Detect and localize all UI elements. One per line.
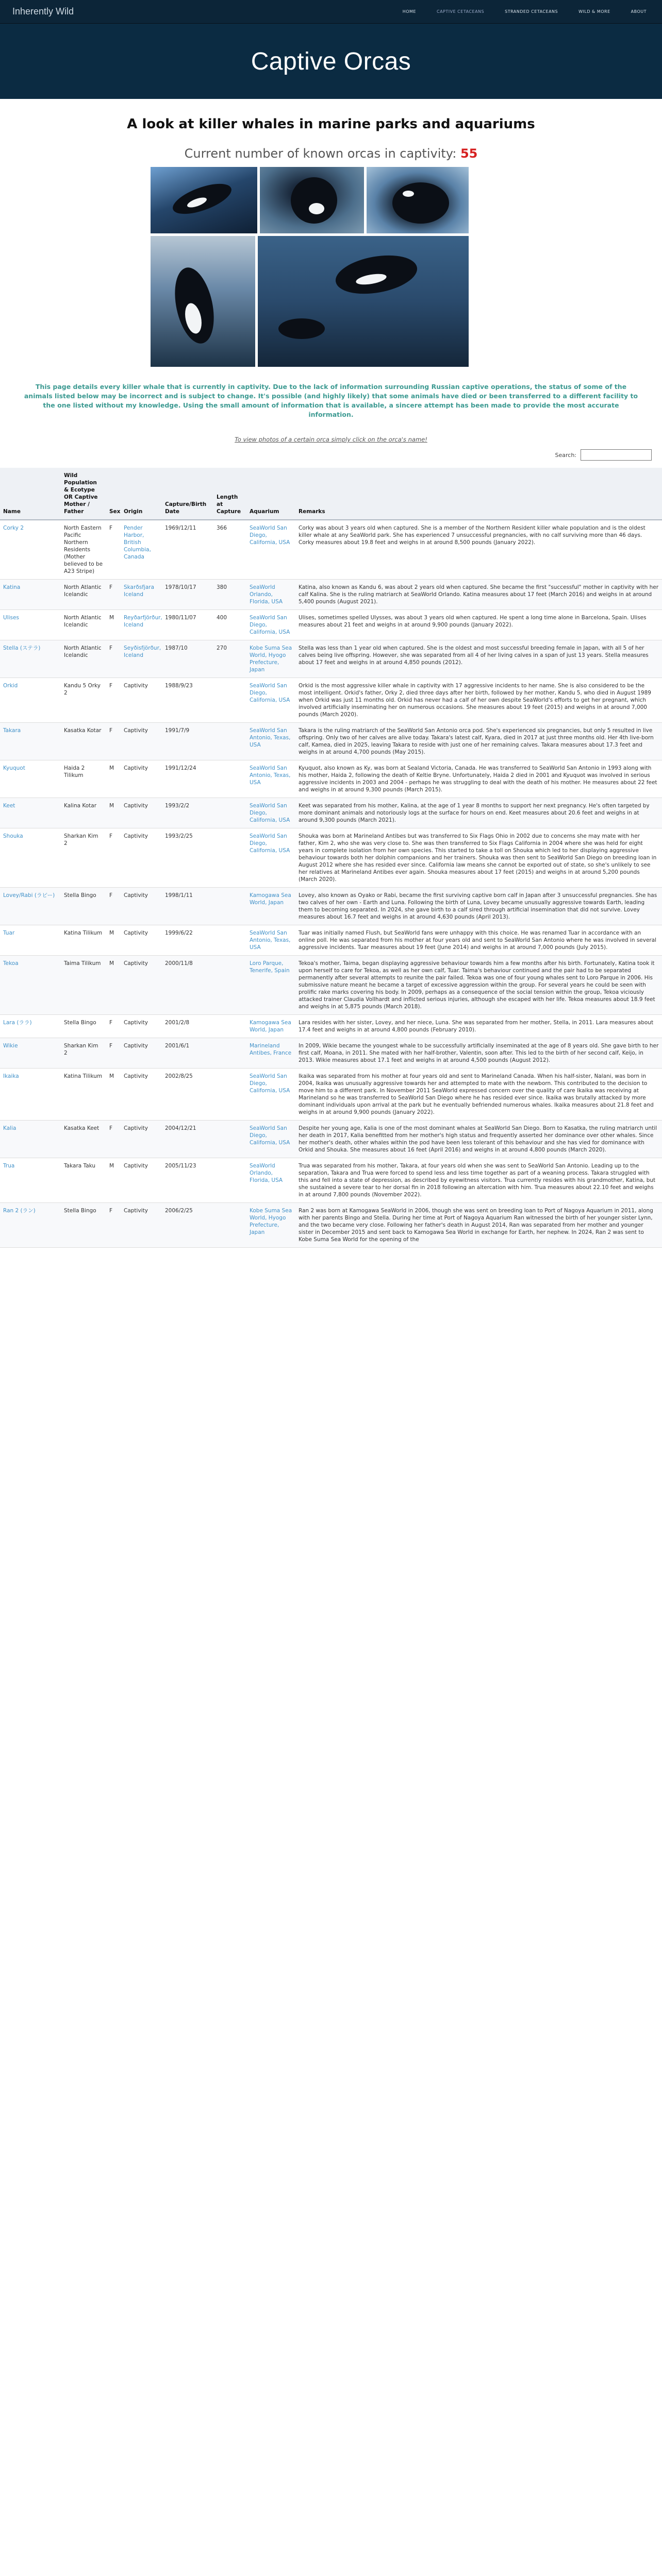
site-logo[interactable]: Inherently Wild [12, 6, 74, 16]
sex-cell: F [106, 1015, 121, 1038]
length-cell [213, 1015, 246, 1038]
nav-item-wild-and-more[interactable]: WILD & MORE [578, 9, 610, 14]
aquarium-link[interactable]: SeaWorld San Diego, California, USA [246, 678, 295, 723]
sex-cell: F [106, 828, 121, 888]
date-cell: 1978/10/17 [162, 580, 213, 610]
column-header-sex[interactable]: Sex [106, 468, 121, 520]
origin-cell: Captivity [121, 678, 162, 723]
gallery-photo-orca-closeup [367, 167, 469, 233]
aquarium-link[interactable]: SeaWorld San Antonio, Texas, USA [246, 723, 295, 760]
length-cell [213, 1121, 246, 1158]
remarks-cell: In 2009, Wikie became the youngest whale to be successfully artificially inseminated at the age of 8 years old. She gave birth to her first calf, Moana, in 2011. She mated with her half-brother, Valentin, soon after. This led to the birth of her second calf, Keijo, in 2013. Wikie measures about 17.1 feet and weighs in at around 4,500 pounds (August 2012). [295, 1038, 662, 1069]
aquarium-link[interactable]: SeaWorld San Diego, California, USA [246, 610, 295, 640]
population-cell: Sharkan Kim 2 [61, 828, 106, 888]
remarks-cell: Stella was less than 1 year old when captured. She is the oldest and most successful breeding female in Japan, with all 5 of her calves being live offspring. However, she was separated from all 4 of her living calves in a span of just 13 years. Stella measures about 17 feet and weighs in at around 4,850 pounds (2012). [295, 640, 662, 678]
remarks-cell: Tuar was initially named Flush, but SeaWorld fans were unhappy with this choice. He was renamed Tuar in accordance with an online poll. He was separated from his mother at four years old and sent to SeaWorld San Antonio where he was involved in several aggressive incidents. Tuar measures about 19 feet (June 2014) and weighs in at around 7,000 pounds (July 2015). [295, 925, 662, 956]
origin-cell: Captivity [121, 925, 162, 956]
origin-cell: Captivity [121, 1203, 162, 1248]
origin-cell[interactable]: Seyðisfjörður, Iceland [121, 640, 162, 678]
main-menu [403, 9, 647, 14]
population-cell: Katina Tilikum [61, 925, 106, 956]
orca-name-link[interactable]: Lovey/Rabi (ラビー) [0, 888, 61, 925]
top-navigation-bar [0, 0, 662, 24]
search-input[interactable] [581, 449, 652, 461]
sex-cell: F [106, 1203, 121, 1248]
photo-gallery [151, 167, 511, 368]
photo-hint-text: To view photos of a certain orca simply click on the orca's name! [235, 436, 427, 443]
nav-item-home[interactable]: HOME [402, 9, 416, 14]
origin-cell: Captivity [121, 1069, 162, 1121]
remarks-cell: Corky was about 3 years old when captured. She is a member of the Northern Resident killer whale population and is the oldest killer whale at any SeaWorld park. She has experienced 7 unsuccessful pregnancies, with no calf surviving more than 46 days. Corky measures about 19.8 feet and weighs in at around 8,500 pounds (January 2022). [295, 520, 662, 580]
orca-name-link[interactable]: Lara (ララ) [0, 1015, 61, 1038]
origin-cell: Captivity [121, 760, 162, 798]
date-cell: 1969/12/11 [162, 520, 213, 580]
origin-cell[interactable]: Pender Harbor, British Columbia, Canada [121, 520, 162, 580]
aquarium-link[interactable]: SeaWorld San Diego, California, USA [246, 520, 295, 580]
sex-cell: F [106, 678, 121, 723]
date-cell: 2001/6/1 [162, 1038, 213, 1069]
aquarium-link[interactable]: Marineland Antibes, France [246, 1038, 295, 1069]
table-row [0, 1121, 662, 1158]
date-cell: 2006/2/25 [162, 1203, 213, 1248]
remarks-cell: Shouka was born at Marineland Antibes but was transferred to Six Flags Ohio in 2002 due to concerns she may mate with her father, Kim 2, who she was very close to. She was then transferred to Six Flags California in 2004 where she was held for eight years in complete isolation from her own species. This started to take a toll on Shouka which led to her displaying aggressive behaviour towards both her dolphin companions and her trainers. Shouka was then sent to SeaWorld San Diego on breeding loan in August 2012 where she has resided ever since. California law means she cannot be exported out of state, so she's unlikely to see her relatives at Marineland Antibes ever again. Shouka measures about 17 feet (2015) and weighs in at around 5,200 pounds (March 2020). [295, 828, 662, 888]
table-row [0, 760, 662, 798]
sex-cell: M [106, 956, 121, 1015]
nav-item-stranded-cetaceans[interactable]: STRANDED CETACEANS [505, 9, 558, 14]
hero-banner [0, 24, 662, 99]
date-cell: 1993/2/25 [162, 828, 213, 888]
table-row [0, 678, 662, 723]
table-row [0, 828, 662, 888]
length-cell [213, 956, 246, 1015]
table-row [0, 1038, 662, 1069]
table-row [0, 925, 662, 956]
aquarium-link[interactable]: SeaWorld San Diego, California, USA [246, 798, 295, 828]
sex-cell: M [106, 610, 121, 640]
sex-cell: M [106, 1069, 121, 1121]
aquarium-link[interactable]: SeaWorld San Antonio, Texas, USA [246, 925, 295, 956]
remarks-cell: Katina, also known as Kandu 6, was about 2 years old when captured. She became the first "successful" mother in captivity with her calf Kalina. She is the ruling matriarch at SeaWorld Orlando. Katina measures about 17 feet (March 2016) and weighs in at around 5,400 pounds (August 2021). [295, 580, 662, 610]
counter-value: 55 [460, 146, 478, 161]
hero-title: Captive Orcas [251, 47, 411, 75]
origin-cell: Captivity [121, 1158, 162, 1203]
column-header-remarks[interactable]: Remarks [295, 468, 662, 520]
aquarium-link[interactable]: SeaWorld San Diego, California, USA [246, 1069, 295, 1121]
population-cell: Stella Bingo [61, 1015, 106, 1038]
population-cell: Kandu 5 Orky 2 [61, 678, 106, 723]
population-cell: Katina Tilikum [61, 1069, 106, 1121]
origin-cell[interactable]: Skarðsfjara Iceland [121, 580, 162, 610]
sex-cell: M [106, 798, 121, 828]
population-cell: North Eastern Pacific Northern Residents (Mother believed to be A23 Stripe) [61, 520, 106, 580]
remarks-cell: Kyuquot, also known as Ky, was born at Sealand Victoria, Canada. He was transferred to SeaWorld San Antonio in 1993 along with his mother, Haida 2, following the death of Keltie Bryne. Unfortunately, Haida 2 died in 2001 and Kyuquot was involved in serious aggressive incidents in 2003 and 2004 - perhaps he was struggling to deal with the death of his mother. He measures about 22 feet and weighs in at around 9,300 pounds (March 2015). [295, 760, 662, 798]
date-cell: 1999/6/22 [162, 925, 213, 956]
orca-name-link[interactable]: Kalia [0, 1121, 61, 1158]
remarks-cell: Despite her young age, Kalia is one of the most dominant whales at SeaWorld San Diego. Born to Kasatka, the ruling matriarch until her death in 2017, Kalia benefitted from her mother's high status and frequently asserted her dominance over other whales. Since her mother's death, other whales within the pod have been less tolerant of this behaviour and she has vied for dominance with Orkid and Shouka. She measures about 16 feet (April 2016) and weighs in at around 4,800 pounds (March 2020). [295, 1121, 662, 1158]
intro-text: This page details every killer whale that is currently in captivity. Due to the lack of information surrounding Russian captive operations, the status of some of the animals listed below may be incorrect and is subject to change. It's possible (and highly likely) that some animals have died or been transferred to a different facility to the one listed without my knowledge. Using the small amount of information that is available, a sincere attempt has been made to provide the most accurate information. [24, 383, 638, 418]
remarks-cell: Tekoa's mother, Taima, began displaying aggressive behaviour towards him a few months after his birth. Fortunately, Katina took it upon herself to care for Tekoa, as well as her own calf, Tuar. Taima's behaviour continued and the pair had to be separated permanently after several attempts to reunite the pair failed. Tekoa was one of four young whales sent to Loro Parque in 2006. His submissive nature meant he became a target of excessive aggression within the group. For several years he could be seen with prolific rake marks covering his body. In 2009, perhaps as a consequence of the social tension within the group, Tekoa viciously attacked trainer Claudia Vollhardt and inflicted serious injuries, although she escaped with her life. Tekoa measures about 18.9 feet and weighs in at 5,875 pounds (March 2018). [295, 956, 662, 1015]
sex-cell: M [106, 760, 121, 798]
orca-counter [0, 146, 662, 161]
length-cell [213, 925, 246, 956]
gallery-photo-orca-show [151, 167, 257, 233]
orca-name-link[interactable]: Stella (ステラ) [0, 640, 61, 678]
counter-label: Current number of known orcas in captivity: [184, 146, 457, 161]
remarks-cell: Takara is the ruling matriarch of the SeaWorld San Antonio orca pod. She's experienced six pregnancies, but only 5 resulted in live offspring. Only two of her calves are alive today. Takara's latest calf, Kyara, died in 2017 at just three months old. Her 4th live-born calf, Kamea, died in 2025, leaving Takara to reside with just one of her remaining calves. Takara measures about 17.3 feet and weighs in at around 4,700 pounds (May 2015). [295, 723, 662, 760]
remarks-cell: Lara resides with her sister, Lovey, and her niece, Luna. She was separated from her mother, Stella, in 2011. Lara measures about 17.4 feet and weighs in at around 4,800 pounds (February 2010). [295, 1015, 662, 1038]
date-cell: 2004/12/21 [162, 1121, 213, 1158]
page-heading: A look at killer whales in marine parks and aquariums [127, 116, 535, 132]
table-body [0, 520, 662, 1248]
orca-name-link[interactable]: Ikaika [0, 1069, 61, 1121]
length-cell: 270 [213, 640, 246, 678]
orca-name-link[interactable]: Shouka [0, 828, 61, 888]
origin-cell: Captivity [121, 828, 162, 888]
column-header-aquarium[interactable]: Aquarium [246, 468, 295, 520]
sex-cell: F [106, 1038, 121, 1069]
population-cell: Sharkan Kim 2 [61, 1038, 106, 1069]
length-cell [213, 1158, 246, 1203]
date-cell: 2002/8/25 [162, 1069, 213, 1121]
population-cell: North Atlantic Icelandic [61, 580, 106, 610]
column-header-length[interactable]: Length at Capture [213, 468, 246, 520]
sex-cell: M [106, 1158, 121, 1203]
aquarium-link[interactable]: Loro Parque, Tenerife, Spain [246, 956, 295, 1015]
orca-name-link[interactable]: Tuar [0, 925, 61, 956]
remarks-cell: Lovey, also known as Oyako or Rabi, became the first surviving captive born calf in Japan after 3 unsuccessful pregnancies. She has two calves of her own - Earth and Luna. Following the birth of Luna, Lovey became unusually aggressive towards Earth, leading them to becoming separated. In 2024, she gave birth to a calf sired through artificial insemination that did not survive. Lovey measures about 16.7 feet and weighs in at around 4,630 pounds (April 2013). [295, 888, 662, 925]
length-cell [213, 1038, 246, 1069]
sex-cell: F [106, 640, 121, 678]
origin-cell[interactable]: Reyðarfjörður, Iceland [121, 610, 162, 640]
origin-cell: Captivity [121, 723, 162, 760]
column-header-population[interactable]: Wild Population & Ecotype OR Captive Mother / Father [61, 468, 106, 520]
table-row [0, 1158, 662, 1203]
population-cell: North Atlantic Icelandic [61, 610, 106, 640]
gallery-photo-orca-underwater [260, 167, 364, 233]
length-cell [213, 760, 246, 798]
length-cell [213, 1203, 246, 1248]
date-cell: 1991/12/24 [162, 760, 213, 798]
captive-orcas-table [0, 468, 662, 1248]
date-cell: 1988/9/23 [162, 678, 213, 723]
population-cell: Kasatka Keet [61, 1121, 106, 1158]
orca-name-link[interactable]: Wikie [0, 1038, 61, 1069]
orca-name-link[interactable]: Orkid [0, 678, 61, 723]
orca-name-link[interactable]: Katina [0, 580, 61, 610]
remarks-cell: Ran 2 was born at Kamogawa SeaWorld in 2006, though she was sent on breeding loan to Port of Nagoya Aquarium in 2011, along with her parents Bingo and Stella. During her time at Port of Nagoya Aquarium Ran witnessed the birth of her younger sister Lynn, and the two became very close. Following her father's death in August 2014, Ran was separated from her mother and younger sister in December 2015 and sent back to Kamogawa Sea World in exchange for Earth, her nephew. In 2024, Ran 2 was sent to Kobe Suma Sea World for the opening of the [295, 1203, 662, 1248]
population-cell: Stella Bingo [61, 888, 106, 925]
origin-cell: Captivity [121, 956, 162, 1015]
sex-cell: F [106, 1121, 121, 1158]
origin-cell: Captivity [121, 1121, 162, 1158]
orca-name-link[interactable]: Corky 2 [0, 520, 61, 580]
date-cell: 1987/10 [162, 640, 213, 678]
length-cell: 380 [213, 580, 246, 610]
nav-item-captive-cetaceans[interactable]: CAPTIVE CETACEANS [436, 9, 485, 14]
orca-name-link[interactable]: Ulises [0, 610, 61, 640]
date-cell: 2005/11/23 [162, 1158, 213, 1203]
date-cell: 1998/1/11 [162, 888, 213, 925]
length-cell [213, 678, 246, 723]
table-row [0, 610, 662, 640]
aquarium-link[interactable]: Kobe Suma Sea World, Hyogo Prefecture, Japan [246, 1203, 295, 1248]
population-cell: Takara Taku [61, 1158, 106, 1203]
table-row [0, 723, 662, 760]
aquarium-link[interactable]: Kobe Suma Sea World, Hyogo Prefecture, Japan [246, 640, 295, 678]
sex-cell: F [106, 723, 121, 760]
origin-cell: Captivity [121, 798, 162, 828]
table-row [0, 888, 662, 925]
population-cell: Taima Tilikum [61, 956, 106, 1015]
table-row [0, 1069, 662, 1121]
orca-name-link[interactable]: Trua [0, 1158, 61, 1203]
aquarium-link[interactable]: SeaWorld Orlando, Florida, USA [246, 1158, 295, 1203]
column-header-origin[interactable]: Origin [121, 468, 162, 520]
table-row [0, 1203, 662, 1248]
population-cell: Stella Bingo [61, 1203, 106, 1248]
length-cell [213, 798, 246, 828]
date-cell: 1993/2/2 [162, 798, 213, 828]
length-cell [213, 888, 246, 925]
length-cell [213, 723, 246, 760]
population-cell: Haida 2 Tilikum [61, 760, 106, 798]
aquarium-link[interactable]: Kamogawa Sea World, Japan [246, 888, 295, 925]
orca-name-link[interactable]: Ran 2 (ラン) [0, 1203, 61, 1248]
search-label: Search: [555, 451, 576, 459]
remarks-cell: Ulises, sometimes spelled Ulysses, was about 3 years old when captured. He spent a long time alone in Barcelona, Spain. Ulises measures about 21 feet and weighs in at around 9,900 pounds (January 2022). [295, 610, 662, 640]
length-cell [213, 828, 246, 888]
sex-cell: F [106, 888, 121, 925]
aquarium-link[interactable]: SeaWorld Orlando, Florida, USA [246, 580, 295, 610]
table-search [0, 449, 652, 461]
aquarium-link[interactable]: SeaWorld San Antonio, Texas, USA [246, 760, 295, 798]
column-header-date[interactable]: Capture/Birth Date [162, 468, 213, 520]
table-row [0, 956, 662, 1015]
table-row [0, 640, 662, 678]
sex-cell: F [106, 580, 121, 610]
table-row [0, 1015, 662, 1038]
length-cell: 366 [213, 520, 246, 580]
orca-name-link[interactable]: Kyuquot [0, 760, 61, 798]
aquarium-link[interactable]: SeaWorld San Diego, California, USA [246, 1121, 295, 1158]
date-cell: 1991/7/9 [162, 723, 213, 760]
date-cell: 2000/11/8 [162, 956, 213, 1015]
orca-name-link[interactable]: Keet [0, 798, 61, 828]
orca-name-link[interactable]: Tekoa [0, 956, 61, 1015]
population-cell: Kalina Kotar [61, 798, 106, 828]
population-cell: North Atlantic Icelandic [61, 640, 106, 678]
sex-cell: F [106, 520, 121, 580]
table-row [0, 520, 662, 580]
table-row [0, 580, 662, 610]
orca-name-link[interactable]: Takara [0, 723, 61, 760]
remarks-cell: Keet was separated from his mother, Kalina, at the age of 1 year 8 months to support her next pregnancy. He's often targeted by more dominant animals and notoriously logs at the surface for hours on end. Keet measures about 20.6 feet and weighs in at around 9,300 pounds (March 2021). [295, 798, 662, 828]
aquarium-link[interactable]: Kamogawa Sea World, Japan [246, 1015, 295, 1038]
length-cell [213, 1069, 246, 1121]
remarks-cell: Trua was separated from his mother, Takara, at four years old when she was sent to SeaWorld San Antonio. Leading up to the separation, Takara and Trua were forced to spend less and less time together as part of a weaning process. Takara struggled with this and fell into a state of depression, as described by eyewitness visitors. Trua currently resides with his grandmother, Katina, but she sustained a severe tear to her dorsal fin in 2018 following an altercation with him. Trua measures about 22.10 feet and weighs in at around 7,800 pounds (November 2022). [295, 1158, 662, 1203]
table-header-row [0, 468, 662, 520]
gallery-photo-orca-jump [151, 236, 255, 367]
length-cell: 400 [213, 610, 246, 640]
sex-cell: M [106, 925, 121, 956]
table-row [0, 798, 662, 828]
remarks-cell: Orkid is the most aggressive killer whale in captivity with 17 aggressive incidents to her name. She is also considered to be the most intelligent. Orkid's father, Orky 2, died three days after her birth, followed by her mother, Kandu 5, who died in August 1989 when Orkid was just 11 months old. Orkid has never had a calf of her own despite SeaWorld's efforts to get her pregnant, which involved artificially inseminating her on numerous occasions. She measures about 19 feet (2015) and weighs in at around 7,000 pounds (March 2020). [295, 678, 662, 723]
origin-cell: Captivity [121, 1038, 162, 1069]
column-header-name[interactable]: Name [0, 468, 61, 520]
gallery-photo-orcas-tank [258, 236, 469, 367]
origin-cell: Captivity [121, 888, 162, 925]
aquarium-link[interactable]: SeaWorld San Diego, California, USA [246, 828, 295, 888]
population-cell: Kasatka Kotar [61, 723, 106, 760]
origin-cell: Captivity [121, 1015, 162, 1038]
date-cell: 2001/2/8 [162, 1015, 213, 1038]
nav-item-about[interactable]: ABOUT [631, 9, 647, 14]
remarks-cell: Ikaika was separated from his mother at four years old and sent to Marineland Canada. When his half-sister, Nalani, was born in 2004, Ikaika was unusually aggressive towards her and attempted to mate with the newborn. This contributed to the decision to move him to a different park. In November 2011 SeaWorld expressed concern over the quality of care Ikaika was receiving at Marineland so he was transferred to SeaWorld San Diego where he has resided ever since. Ikaika was brutally attacked by more dominant individuals upon arrival at the park but he eventually befriended numerous whales. Ikaika measures about 21.8 feet and weighs in at around 9,900 pounds (January 2022). [295, 1069, 662, 1121]
date-cell: 1980/11/07 [162, 610, 213, 640]
